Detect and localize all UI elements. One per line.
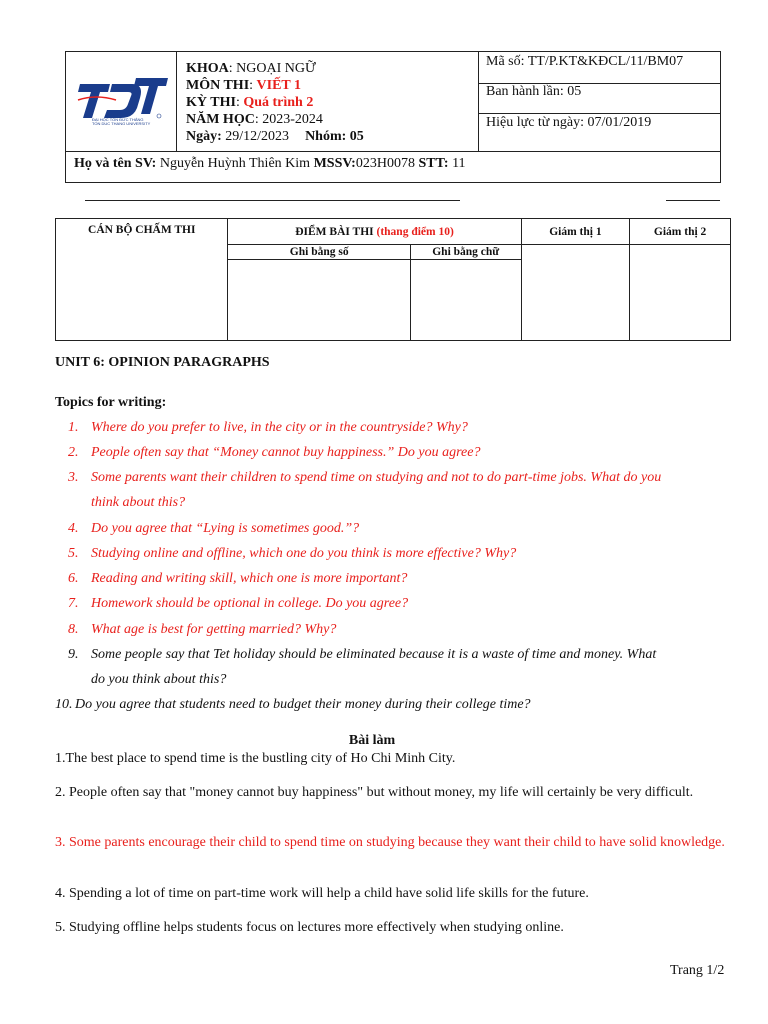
subject-line: MÔN THI: VIẾT 1 [186,78,302,93]
page-number: Trang 1/2 [670,963,725,978]
effective-date: Hiệu lực từ ngày: 07/01/2019 [486,115,652,130]
topic-item: Homework should be optional in college. Do you agree? [91,596,409,611]
score-number-cell[interactable] [228,260,410,341]
answer-2: 2. People often say that "money cannot buy happiness" but without money, my life will certainly be very difficult. [55,785,694,800]
school-year-line: NĂM HỌC: 2023-2024 [186,112,323,127]
university-logo [76,70,168,128]
topic-number: 7. [68,596,79,611]
topic-number: 2. [68,445,79,460]
answer-3: 3. Some parents encourage their child to spend time on studying because they want their child to have solid knowledge. [55,835,725,850]
answer-heading: Bài làm [348,733,396,748]
grader-cell [56,219,228,341]
topic-number: 4. [68,521,79,536]
score-words-header: Ghi bằng chữ [410,245,521,260]
answer-4: 4. Spending a lot of time on part-time work will help a child have solid life skills for the future. [55,886,589,901]
student-info-line: Họ và tên SV: Nguyễn Huỳnh Thiên Kim MSSV:023H0078 STT: 11 [74,156,466,171]
exam-type-line: KỲ THI: Quá trình 2 [186,95,314,110]
unit-title: UNIT 6: OPINION PARAGRAPHS [55,355,270,370]
topic-number: 9. [68,647,79,662]
topic-item: Studying online and offline, which one do you think is more effective? Why? [91,546,517,561]
separator-line [85,200,460,201]
answer-1: 1.The best place to spend time is the bustling city of Ho Chi Minh City. [55,751,456,766]
topic-item: Some parents want their children to spend time on studying and not to do part-time jobs. What do you [91,470,662,485]
logo-caption [92,118,150,126]
answer-5: 5. Studying offline helps students focus on lectures more effectively when studying online. [55,920,564,935]
proctor-2-signature[interactable] [630,245,731,341]
topic-number: 3. [68,470,79,485]
form-code: Mã số: TT/P.KT&KĐCL/11/BM07 [486,54,684,69]
logo-caption-line2: TON DUC THANG UNIVERSITY [92,121,151,126]
grading-table [55,218,731,341]
proctor-2-header: Giám thị 2 [630,219,731,245]
topic-item: People often say that “Money cannot buy happiness.” Do you agree? [91,445,481,460]
topics-heading: Topics for writing: [55,395,167,410]
proctor-1-header: Giám thị 1 [521,219,630,245]
issue-number: Ban hành lần: 05 [486,84,582,99]
topic-item-continued: do you think about this? [91,672,227,687]
exam-header [65,51,721,183]
topic-item: Do you agree that students need to budget their money during their college time? [75,697,531,712]
logo-caption-line1: ĐẠI HỌC TÔN ĐỨC THẮNG [92,117,144,122]
proctor-1-signature[interactable] [521,245,630,341]
topic-item: What age is best for getting married? Why? [91,622,337,637]
topic-number: 5. [68,546,79,561]
topic-item: Reading and writing skill, which one is more important? [91,571,408,586]
topic-number: 10. [55,697,73,712]
topic-item: Some people say that Tet holiday should be eliminated because it is a waste of time and money. What [91,647,657,662]
grader-header: CÁN BỘ CHẤM THI [88,224,196,236]
score-number-header: Ghi bằng số [228,245,410,260]
score-words-cell[interactable] [410,260,521,341]
date-line: Ngày: 29/12/2023 Nhóm: 05 [186,129,364,144]
topic-number: 8. [68,622,79,637]
topic-item: Where do you prefer to live, in the city or in the countryside? Why? [91,420,468,435]
separator-line-right [666,200,720,201]
topic-item-continued: think about this? [91,495,186,510]
topic-number: 1. [68,420,79,435]
topic-item: Do you agree that “Lying is sometimes good.”? [91,521,360,536]
topic-number: 6. [68,571,79,586]
faculty-line: KHOA: NGOẠI NGỮ [186,61,316,76]
score-header: ĐIỂM BÀI THI (thang điểm 10) [228,219,521,245]
